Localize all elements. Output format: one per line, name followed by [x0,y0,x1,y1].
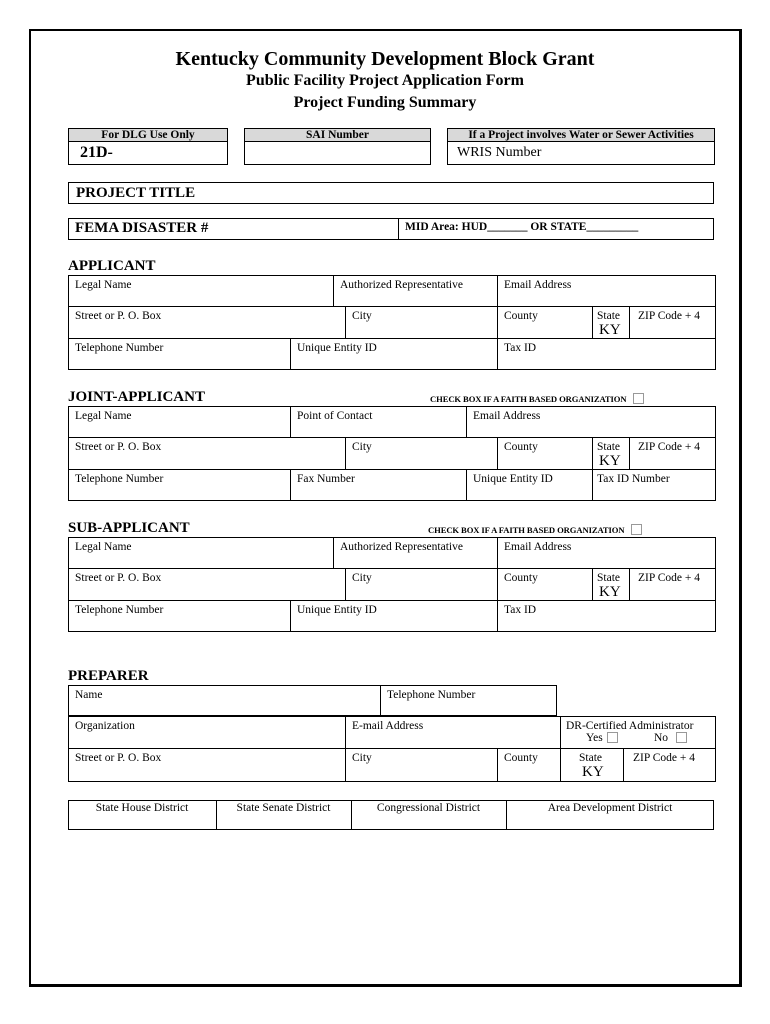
preparer-state-value: KY [582,764,604,780]
sub-applicant-heading: SUB-APPLICANT [68,520,190,536]
sub-zip-field[interactable]: ZIP Code + 4 [638,572,700,584]
preparer-zip-field[interactable]: ZIP Code + 4 [633,752,695,764]
sub-street-field[interactable]: Street or P. O. Box [75,572,162,584]
sai-number-label: SAI Number [244,128,431,142]
form-subtitle-2: Project Funding Summary [293,94,477,111]
preparer-heading: PREPARER [68,668,149,684]
mid-area-field[interactable]: MID Area: HUD_______ OR STATE_________ [405,221,639,233]
project-title-field[interactable] [68,182,714,204]
form-title: Kentucky Community Development Block Grant [175,48,595,70]
applicant-uei-field[interactable]: Unique Entity ID [297,342,377,354]
preparer-email-field[interactable]: E-mail Address [352,720,424,732]
joint-faith-based-label: CHECK BOX IF A FAITH BASED ORGANIZATION [430,394,627,404]
applicant-heading: APPLICANT [68,258,156,274]
joint-tax-id-field[interactable]: Tax ID Number [597,473,670,485]
joint-city-field[interactable]: City [352,441,372,453]
joint-point-of-contact-field[interactable]: Point of Contact [297,410,373,422]
dlg-number-field[interactable]: 21D- [68,142,228,165]
applicant-county-field[interactable]: County [504,310,538,322]
applicant-authorized-rep-field[interactable]: Authorized Representative [340,279,463,291]
sub-state-label: State [597,572,620,584]
joint-county-field[interactable]: County [504,441,538,453]
applicant-state-label: State [597,310,620,322]
joint-telephone-field[interactable]: Telephone Number [75,473,164,485]
water-sewer-label: If a Project involves Water or Sewer Activities [447,128,715,142]
sub-faith-based-checkbox[interactable] [428,524,642,535]
applicant-city-field[interactable]: City [352,310,372,322]
joint-street-field[interactable]: Street or P. O. Box [75,441,162,453]
preparer-telephone-field[interactable]: Telephone Number [387,689,476,701]
checkbox-icon[interactable] [607,732,618,743]
congressional-district-field[interactable]: Congressional District [376,802,481,814]
joint-uei-field[interactable]: Unique Entity ID [473,473,553,485]
yes-label: Yes [586,732,603,744]
form-subtitle: Public Facility Project Application Form [246,72,524,89]
preparer-street-field[interactable]: Street or P. O. Box [75,752,162,764]
preparer-organization-field[interactable]: Organization [75,720,135,732]
dr-certified-no[interactable] [654,732,687,744]
sub-tax-id-field[interactable]: Tax ID [504,604,537,616]
dr-certified-label: DR-Certified Administrator [566,720,694,732]
joint-state-value: KY [599,453,621,469]
checkbox-icon[interactable] [633,393,644,404]
joint-legal-name-field[interactable]: Legal Name [75,410,132,422]
fema-disaster-label: FEMA DISASTER # [75,220,209,236]
sub-telephone-field[interactable]: Telephone Number [75,604,164,616]
sub-authorized-rep-field[interactable]: Authorized Representative [340,541,463,553]
checkbox-icon[interactable] [631,524,642,535]
dr-certified-yes[interactable] [586,732,618,744]
applicant-tax-id-field[interactable]: Tax ID [504,342,537,354]
sub-state-value: KY [599,584,621,600]
project-title-label: PROJECT TITLE [76,185,196,201]
joint-applicant-heading: JOINT-APPLICANT [68,389,205,405]
dlg-use-label: For DLG Use Only [68,128,228,142]
applicant-zip-field[interactable]: ZIP Code + 4 [638,310,700,322]
applicant-street-field[interactable]: Street or P. O. Box [75,310,162,322]
applicant-legal-name-field[interactable]: Legal Name [75,279,132,291]
joint-state-label: State [597,441,620,453]
no-label: No [654,732,669,744]
page-frame [29,29,742,987]
preparer-row-1 [68,685,557,716]
sai-number-field[interactable] [244,142,431,165]
preparer-state-label: State [579,752,602,764]
joint-faith-based-checkbox[interactable] [430,393,644,404]
joint-email-field[interactable]: Email Address [473,410,541,422]
sub-county-field[interactable]: County [504,572,538,584]
applicant-email-field[interactable]: Email Address [504,279,572,291]
state-house-district-field[interactable]: State House District [95,802,189,814]
sub-legal-name-field[interactable]: Legal Name [75,541,132,553]
preparer-city-field[interactable]: City [352,752,372,764]
applicant-state-value: KY [599,322,621,338]
applicant-telephone-field[interactable]: Telephone Number [75,342,164,354]
preparer-name-field[interactable]: Name [75,689,103,701]
sub-uei-field[interactable]: Unique Entity ID [297,604,377,616]
sub-faith-based-label: CHECK BOX IF A FAITH BASED ORGANIZATION [428,525,625,535]
state-senate-district-field[interactable]: State Senate District [236,802,331,814]
wris-number-field[interactable]: WRIS Number [447,142,715,165]
sub-city-field[interactable]: City [352,572,372,584]
area-development-district-field[interactable]: Area Development District [547,802,673,814]
joint-zip-field[interactable]: ZIP Code + 4 [638,441,700,453]
joint-fax-field[interactable]: Fax Number [297,473,355,485]
checkbox-icon[interactable] [676,732,687,743]
preparer-county-field[interactable]: County [504,752,538,764]
sub-email-field[interactable]: Email Address [504,541,572,553]
